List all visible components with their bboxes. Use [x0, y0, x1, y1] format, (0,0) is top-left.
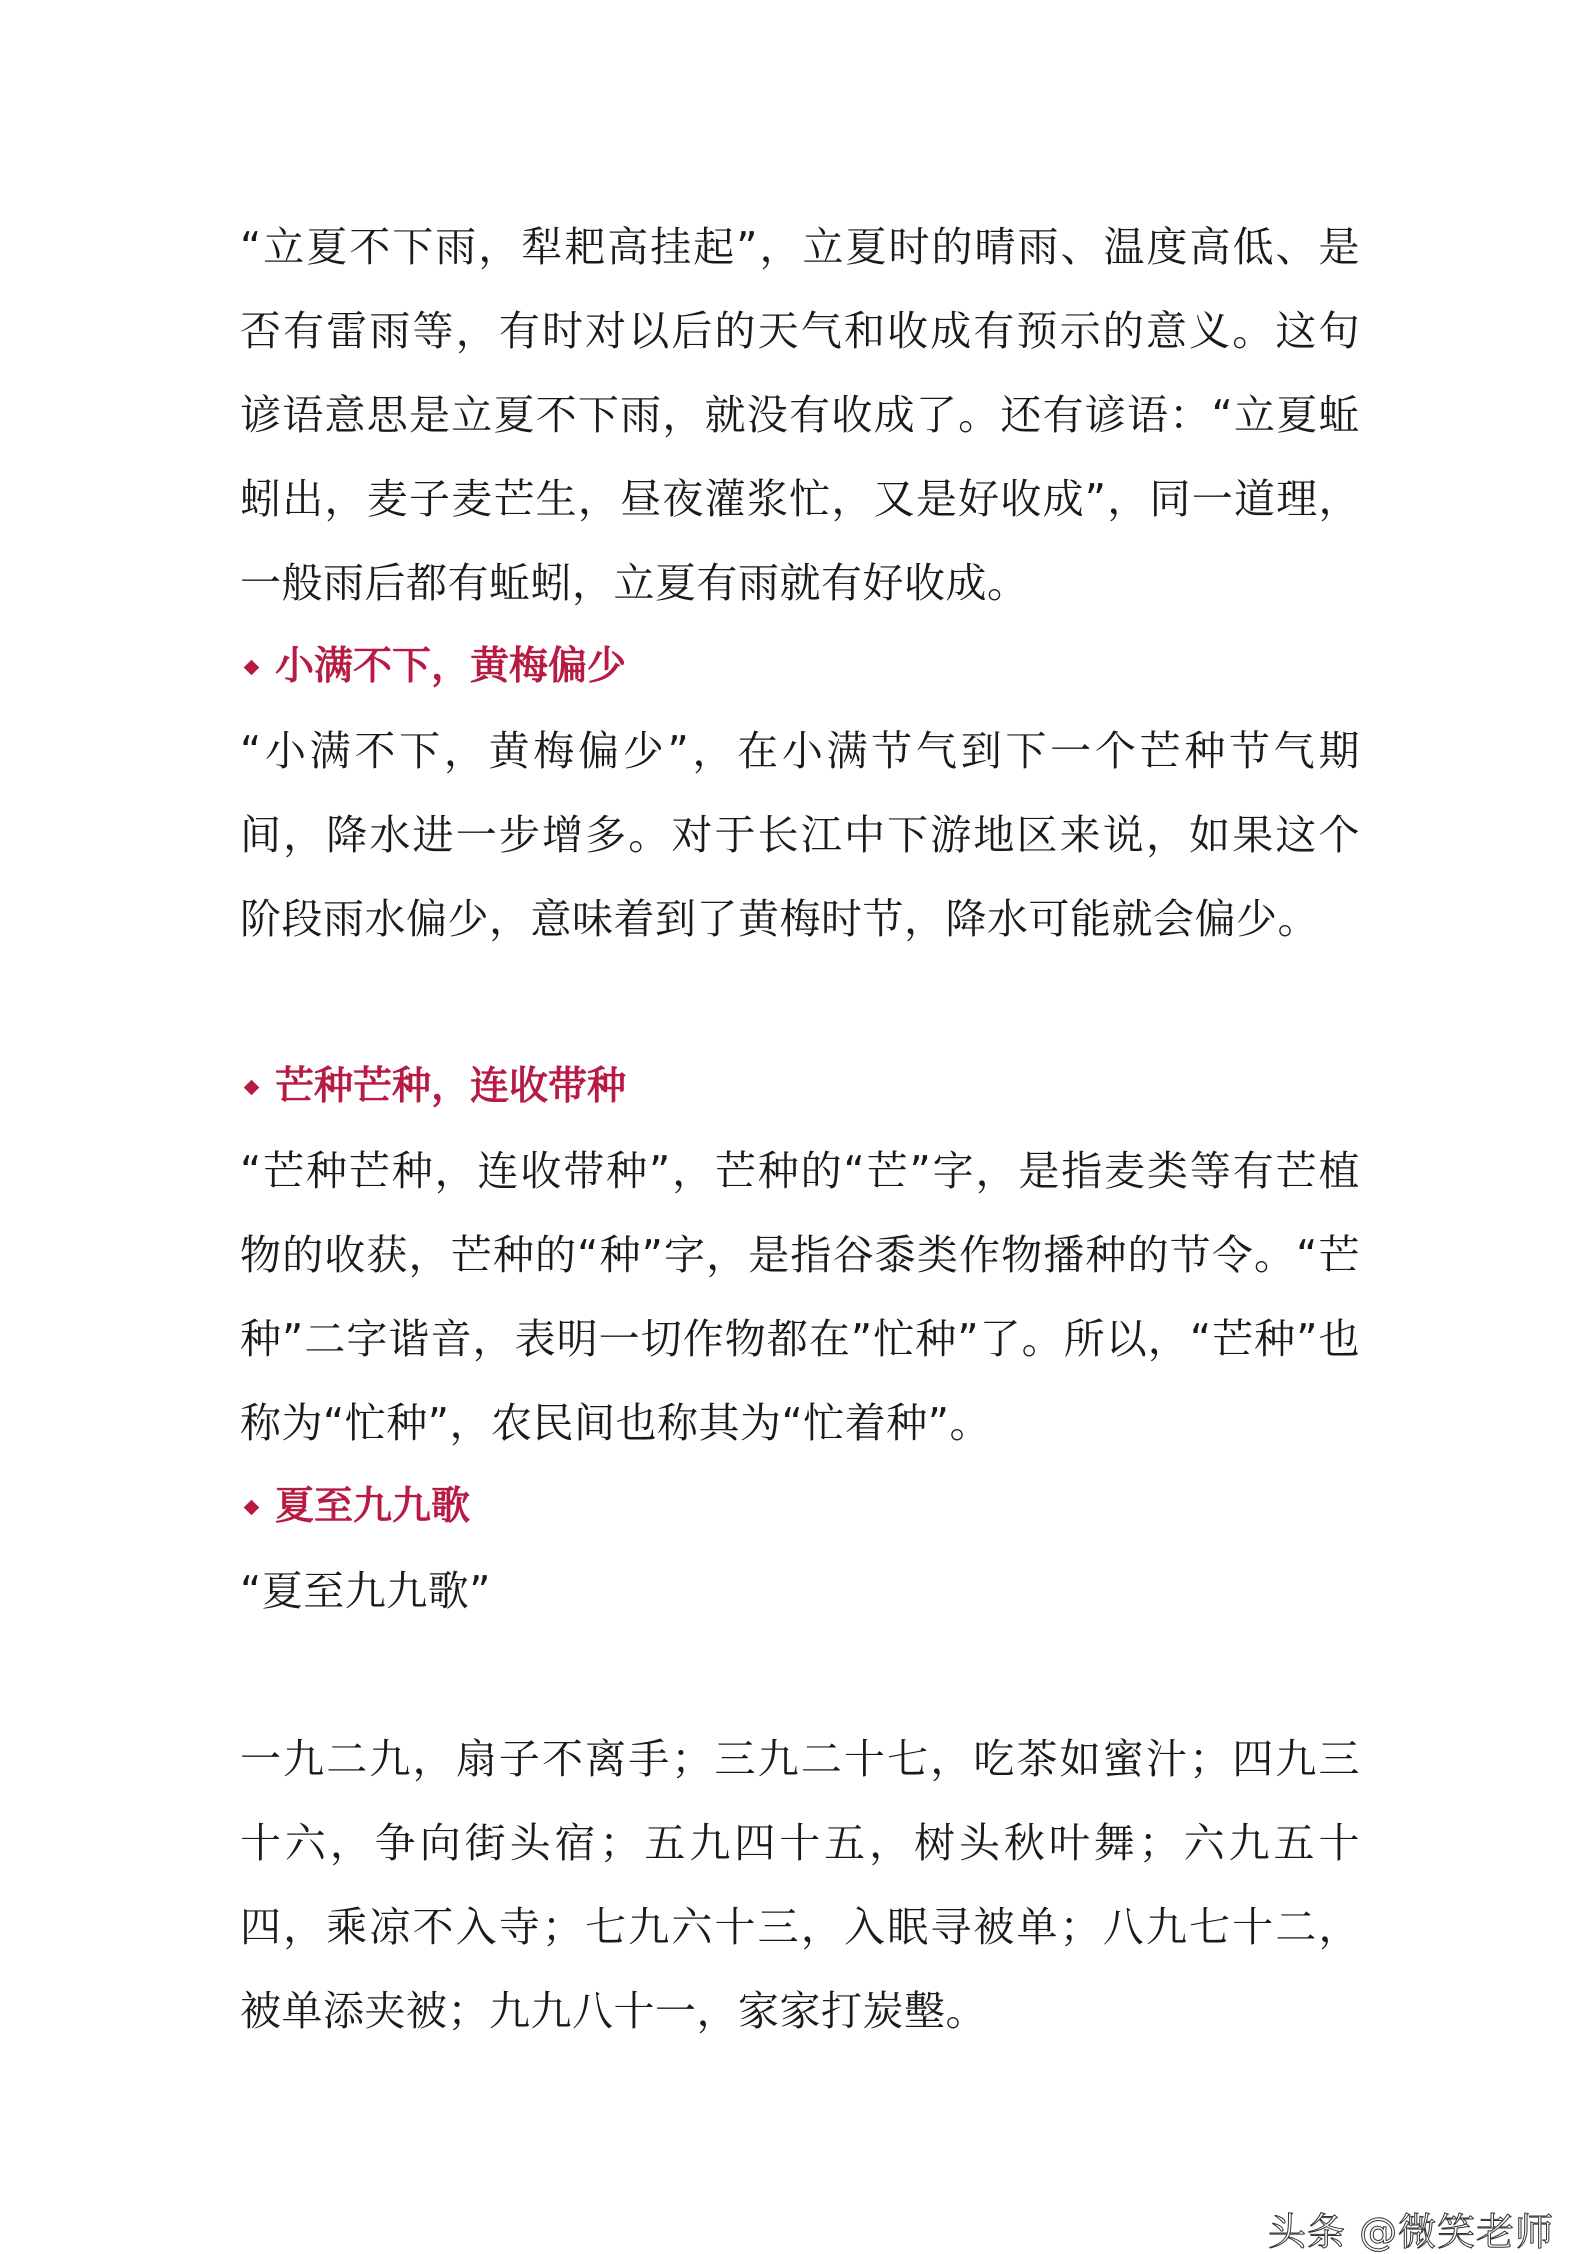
diamond-bullet-icon — [244, 1499, 260, 1515]
paragraph-xiaoman: “小满不下，黄梅偏少”，在小满节气到下一个芒种节气期间，降水进一步增多。对于长江中下游地区来说，如果这个阶段雨水偏少，意味着到了黄梅时节，降水可能就会偏少。 — [240, 727, 1360, 943]
heading-mangzhong — [240, 1045, 1360, 1129]
paragraph-lixia: “立夏不下雨，犁耙高挂起”，立夏时的晴雨、温度高低、是否有雷雨等，有时对以后的天气和收成有预示的意义。这句谚语意思是立夏不下雨，就没有收成了。还有谚语：“立夏蚯蚓出，麦子麦芒生，昼夜灌浆忙，又是好收成”，同一道理，一般雨后都有蚯蚓，立夏有雨就有好收成。 — [240, 223, 1360, 607]
diamond-bullet-icon — [244, 1079, 260, 1095]
heading-mangzhong-text: 芒种芒种，连收带种 — [275, 1064, 627, 1109]
heading-xiazhi-text: 夏至九九歌 — [275, 1484, 471, 1529]
paragraph-mangzhong: “芒种芒种，连收带种”，芒种的“芒”字，是指麦类等有芒植物的收获，芒种的“种”字，是指谷黍类作物播种的节令。“芒种”二字谐音，表明一切作物都在”忙种”了。所以，“芒种”也称为“忙种”，农民间也称其为“忙着种”。 — [240, 1147, 1360, 1447]
paragraph-jiujiu: 一九二九，扇子不离手；三九二十七，吃茶如蜜汁；四九三十六，争向街头宿；五九四十五，树头秋叶舞；六九五十四，乘凉不入寺；七九六十三，入眠寻被单；八九七十二，被单添夹被；九九八十一，家家打炭墼。 — [240, 1735, 1360, 2035]
heading-xiazhi — [240, 1465, 1360, 1549]
heading-xiaoman-text: 小满不下，黄梅偏少 — [275, 644, 627, 689]
watermark: 头条 @微笑老师 — [1268, 2210, 1555, 2254]
diamond-bullet-icon — [244, 659, 260, 675]
heading-xiaoman — [240, 625, 1360, 709]
spacer — [240, 1633, 1360, 1717]
paragraph-xiazhi: “夏至九九歌” — [240, 1567, 491, 1615]
article-body — [240, 205, 1360, 2053]
spacer — [240, 961, 1360, 1045]
